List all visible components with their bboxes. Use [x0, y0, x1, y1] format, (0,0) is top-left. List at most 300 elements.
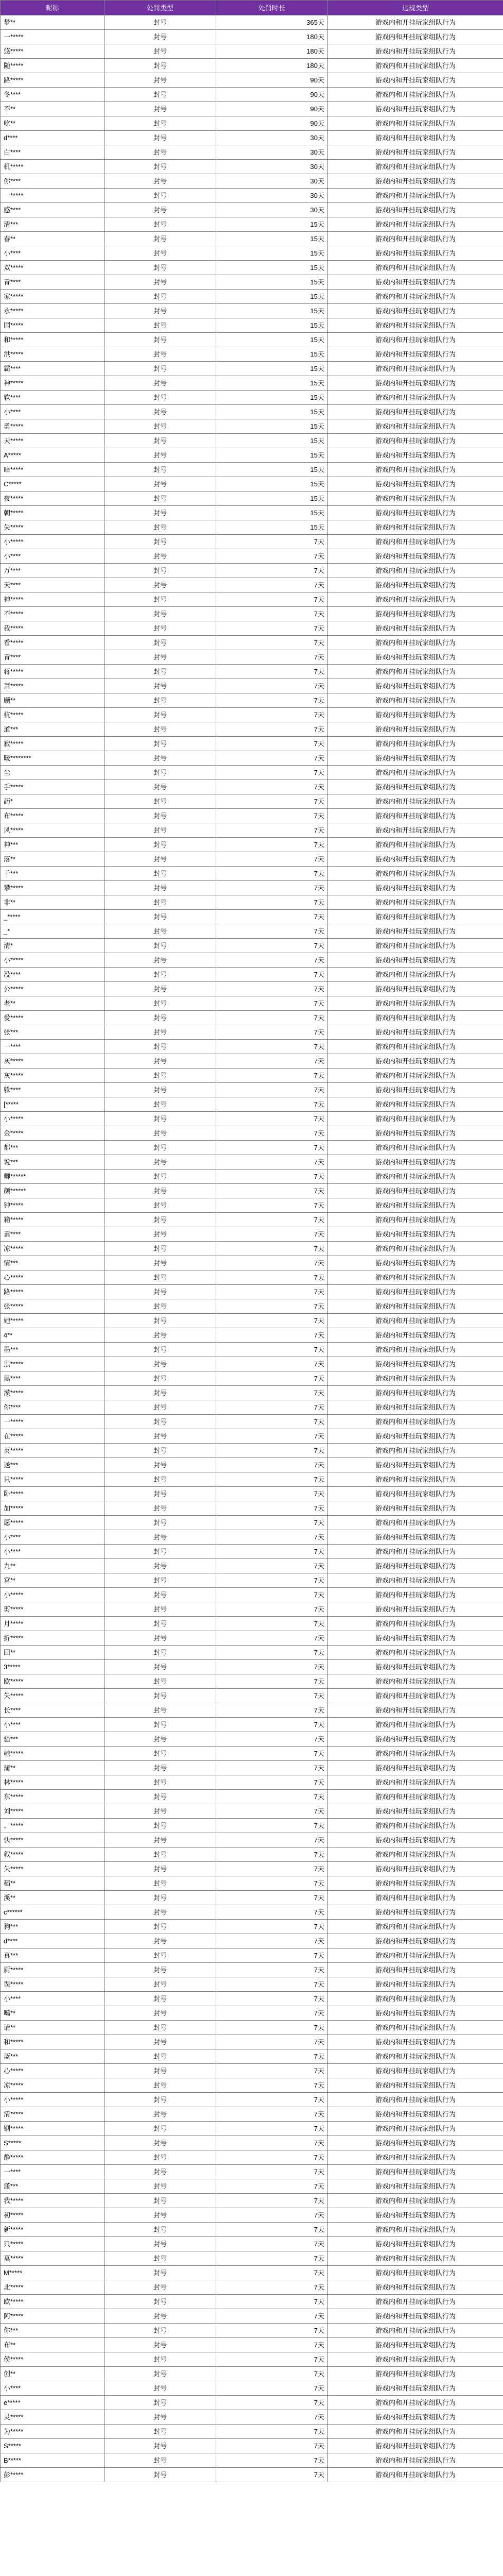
table-row	[1, 290, 503, 304]
nickname-cell: 彭*****	[1, 2468, 105, 2482]
violation-type-cell: 游戏内和开挂玩家组队行为	[328, 1530, 503, 1545]
penalty-type-cell: 封号	[105, 1588, 216, 1602]
violation-type-cell: 游戏内和开挂玩家组队行为	[328, 2035, 503, 2049]
violation-type-cell: 游戏内和开挂玩家组队行为	[328, 290, 503, 304]
penalty-type-cell: 封号	[105, 102, 216, 116]
table-row	[1, 434, 503, 448]
table-row	[1, 1992, 503, 2006]
table-row	[1, 1602, 503, 1617]
nickname-cell: 驰*****	[1, 1747, 105, 1761]
violation-type-cell: 游戏内和开挂玩家组队行为	[328, 506, 503, 520]
penalty-duration-cell: 7天	[216, 1083, 328, 1097]
table-row	[1, 217, 503, 232]
violation-type-cell: 游戏内和开挂玩家组队行为	[328, 650, 503, 665]
penalty-duration-cell: 7天	[216, 2122, 328, 2136]
nickname-cell: 暖********	[1, 751, 105, 766]
penalty-type-cell: 封号	[105, 2179, 216, 2194]
penalty-type-cell: 封号	[105, 1126, 216, 1141]
penalty-type-cell: 封号	[105, 2064, 216, 2078]
penalty-duration-cell: 7天	[216, 2237, 328, 2251]
nickname-cell: 你****	[1, 174, 105, 189]
penalty-type-cell: 封号	[105, 2324, 216, 2338]
table-row	[1, 1069, 503, 1083]
table-row	[1, 1761, 503, 1775]
nickname-cell: 凉*****	[1, 1242, 105, 1256]
header-nickname: 昵称	[1, 1, 105, 15]
table-row	[1, 737, 503, 751]
table-row	[1, 679, 503, 693]
penalty-type-cell: 封号	[105, 1083, 216, 1097]
table-row	[1, 2194, 503, 2208]
penalty-duration-cell: 7天	[216, 1343, 328, 1357]
violation-type-cell: 游戏内和开挂玩家组队行为	[328, 1198, 503, 1213]
violation-type-cell: 游戏内和开挂玩家组队行为	[328, 463, 503, 477]
nickname-cell: 折*****	[1, 1631, 105, 1646]
table-row	[1, 2280, 503, 2295]
table-row	[1, 996, 503, 1011]
penalty-duration-cell: 7天	[216, 823, 328, 838]
violation-type-cell: 游戏内和开挂玩家组队行为	[328, 1270, 503, 1285]
penalty-duration-cell: 7天	[216, 1487, 328, 1501]
nickname-cell: 万****	[1, 564, 105, 578]
table-row	[1, 2425, 503, 2439]
penalty-type-cell: 封号	[105, 693, 216, 708]
table-row	[1, 1530, 503, 1545]
penalty-duration-cell: 7天	[216, 1184, 328, 1198]
penalty-type-cell: 封号	[105, 1097, 216, 1112]
violation-type-cell: 游戏内和开挂玩家组队行为	[328, 2410, 503, 2425]
nickname-cell: 溪**	[1, 1891, 105, 1905]
penalty-duration-cell: 7天	[216, 1775, 328, 1790]
nickname-cell: 清*****	[1, 2107, 105, 2122]
nickname-cell: 灰*****	[1, 1054, 105, 1069]
table-row	[1, 347, 503, 362]
table-row	[1, 2064, 503, 2078]
penalty-duration-cell: 7天	[216, 2021, 328, 2035]
penalty-duration-cell: 7天	[216, 1054, 328, 1069]
penalty-duration-cell: 7天	[216, 1992, 328, 2006]
penalty-duration-cell: 7天	[216, 867, 328, 881]
penalty-duration-cell: 90天	[216, 88, 328, 102]
penalty-type-cell: 封号	[105, 362, 216, 376]
violation-type-cell: 游戏内和开挂玩家组队行为	[328, 1732, 503, 1747]
nickname-cell: 真***	[1, 1948, 105, 1963]
table-row	[1, 636, 503, 650]
penalty-type-cell: 封号	[105, 73, 216, 88]
nickname-cell: 小****	[1, 1718, 105, 1732]
nickname-cell: 攀*****	[1, 881, 105, 895]
penalty-duration-cell: 7天	[216, 1444, 328, 1458]
penalty-duration-cell: 7天	[216, 1069, 328, 1083]
table-row	[1, 463, 503, 477]
penalty-type-cell: 封号	[105, 1891, 216, 1905]
violation-type-cell: 游戏内和开挂玩家组队行为	[328, 1141, 503, 1155]
penalty-duration-cell: 15天	[216, 419, 328, 434]
table-row	[1, 1270, 503, 1285]
table-row	[1, 1141, 503, 1155]
violation-type-cell: 游戏内和开挂玩家组队行为	[328, 1011, 503, 1025]
nickname-cell: 阿*****	[1, 2309, 105, 2324]
penalty-duration-cell: 7天	[216, 1458, 328, 1472]
penalty-type-cell: 封号	[105, 2468, 216, 2482]
table-row	[1, 1819, 503, 1833]
table-row	[1, 2093, 503, 2107]
violation-type-cell: 游戏内和开挂玩家组队行为	[328, 318, 503, 333]
table-row	[1, 2324, 503, 2338]
nickname-cell: d****	[1, 131, 105, 145]
table-row	[1, 174, 503, 189]
table-row	[1, 1559, 503, 1573]
penalty-duration-cell: 7天	[216, 2396, 328, 2410]
penalty-type-cell: 封号	[105, 434, 216, 448]
nickname-cell: 布*****	[1, 809, 105, 823]
table-row	[1, 1891, 503, 1905]
violation-type-cell: 游戏内和开挂玩家组队行为	[328, 1761, 503, 1775]
penalty-type-cell: 封号	[105, 881, 216, 895]
violation-type-cell: 游戏内和开挂玩家组队行为	[328, 1429, 503, 1444]
penalty-type-cell: 封号	[105, 1920, 216, 1934]
nickname-cell: 黑****	[1, 1371, 105, 1386]
table-row	[1, 1876, 503, 1891]
table-row	[1, 1545, 503, 1559]
violation-type-cell: 游戏内和开挂玩家组队行为	[328, 1559, 503, 1573]
penalty-type-cell: 封号	[105, 2150, 216, 2165]
penalty-duration-cell: 7天	[216, 1270, 328, 1285]
penalty-duration-cell: 7天	[216, 1631, 328, 1646]
table-row	[1, 2006, 503, 2021]
violation-type-cell: 游戏内和开挂玩家组队行为	[328, 1516, 503, 1530]
penalty-duration-cell: 365天	[216, 15, 328, 30]
penalty-type-cell: 封号	[105, 1516, 216, 1530]
penalty-duration-cell: 7天	[216, 2251, 328, 2266]
table-row	[1, 751, 503, 766]
nickname-cell: 噶**	[1, 2006, 105, 2021]
nickname-cell: 失*****	[1, 1689, 105, 1703]
penalty-type-cell: 封号	[105, 636, 216, 650]
penalty-type-cell: 封号	[105, 261, 216, 275]
table-row	[1, 1083, 503, 1097]
violation-type-cell: 游戏内和开挂玩家组队行为	[328, 592, 503, 607]
nickname-cell: 心*****	[1, 1270, 105, 1285]
table-row	[1, 780, 503, 794]
penalty-duration-cell: 7天	[216, 2093, 328, 2107]
table-row	[1, 2396, 503, 2410]
penalty-duration-cell: 7天	[216, 1703, 328, 1718]
penalty-type-cell: 封号	[105, 1876, 216, 1891]
nickname-cell: 稻**	[1, 1876, 105, 1891]
penalty-duration-cell: 7天	[216, 549, 328, 564]
violation-type-cell: 游戏内和开挂玩家组队行为	[328, 1674, 503, 1689]
violation-type-cell: 游戏内和开挂玩家组队行为	[328, 953, 503, 968]
table-row	[1, 419, 503, 434]
table-row	[1, 1285, 503, 1299]
penalty-duration-cell: 7天	[216, 2165, 328, 2179]
table-row	[1, 506, 503, 520]
table-row	[1, 1660, 503, 1674]
table-row	[1, 102, 503, 116]
table-row	[1, 650, 503, 665]
penalty-duration-cell: 7天	[216, 1256, 328, 1270]
penalty-type-cell: 封号	[105, 1674, 216, 1689]
nickname-cell: 落**	[1, 852, 105, 867]
penalty-type-cell: 封号	[105, 217, 216, 232]
nickname-cell: 神*****	[1, 376, 105, 391]
table-row	[1, 1040, 503, 1054]
violation-type-cell: 游戏内和开挂玩家组队行为	[328, 1876, 503, 1891]
penalty-type-cell: 封号	[105, 1732, 216, 1747]
table-row	[1, 2367, 503, 2381]
violation-type-cell: 游戏内和开挂玩家组队行为	[328, 73, 503, 88]
header-penalty-type: 处罚类型	[105, 1, 216, 15]
nickname-cell: 狗***	[1, 1920, 105, 1934]
violation-type-cell: 游戏内和开挂玩家组队行为	[328, 2064, 503, 2078]
penalty-duration-cell: 7天	[216, 2179, 328, 2194]
penalty-type-cell: 封号	[105, 520, 216, 535]
nickname-cell: 金*****	[1, 1126, 105, 1141]
penalty-duration-cell: 7天	[216, 1876, 328, 1891]
table-row	[1, 578, 503, 592]
violation-type-cell: 游戏内和开挂玩家组队行为	[328, 275, 503, 290]
penalty-type-cell: 封号	[105, 1646, 216, 1660]
penalty-duration-cell: 7天	[216, 2136, 328, 2150]
violation-type-cell: 游戏内和开挂玩家组队行为	[328, 1025, 503, 1040]
penalty-duration-cell: 15天	[216, 405, 328, 419]
table-row	[1, 2453, 503, 2468]
penalty-duration-cell: 7天	[216, 1848, 328, 1862]
nickname-cell: 公*****	[1, 982, 105, 996]
penalty-type-cell: 封号	[105, 1198, 216, 1213]
penalty-duration-cell: 7天	[216, 607, 328, 621]
violation-type-cell: 游戏内和开挂玩家组队行为	[328, 1472, 503, 1487]
penalty-type-cell: 封号	[105, 1747, 216, 1761]
nickname-cell: 欧*****	[1, 1674, 105, 1689]
violation-type-cell: 游戏内和开挂玩家组队行为	[328, 1155, 503, 1170]
penalty-type-cell: 封号	[105, 318, 216, 333]
penalty-type-cell: 封号	[105, 665, 216, 679]
nickname-cell: 一*****	[1, 1415, 105, 1429]
penalty-duration-cell: 7天	[216, 592, 328, 607]
penalty-duration-cell: 7天	[216, 1804, 328, 1819]
penalty-duration-cell: 7天	[216, 1400, 328, 1415]
violation-type-cell: 游戏内和开挂玩家组队行为	[328, 116, 503, 131]
violation-type-cell: 游戏内和开挂玩家组队行为	[328, 1170, 503, 1184]
violation-type-cell: 游戏内和开挂玩家组队行为	[328, 203, 503, 217]
violation-type-cell: 游戏内和开挂玩家组队行为	[328, 217, 503, 232]
table-row	[1, 1674, 503, 1689]
penalty-duration-cell: 7天	[216, 2064, 328, 2078]
penalty-type-cell: 封号	[105, 1011, 216, 1025]
penalty-type-cell: 封号	[105, 1833, 216, 1848]
table-row	[1, 1848, 503, 1862]
nickname-cell: 勇*****	[1, 419, 105, 434]
penalty-duration-cell: 7天	[216, 2439, 328, 2453]
table-row	[1, 838, 503, 852]
penalty-duration-cell: 7天	[216, 1963, 328, 1977]
penalty-duration-cell: 15天	[216, 492, 328, 506]
nickname-cell: 朝*****	[1, 506, 105, 520]
nickname-cell: 厨*****	[1, 1963, 105, 1977]
violation-type-cell: 游戏内和开挂玩家组队行为	[328, 2338, 503, 2352]
penalty-duration-cell: 7天	[216, 1617, 328, 1631]
nickname-cell: 小*****	[1, 2093, 105, 2107]
penalty-type-cell: 封号	[105, 1775, 216, 1790]
table-row	[1, 1747, 503, 1761]
nickname-cell: 失*****	[1, 1862, 105, 1876]
violation-type-cell: 游戏内和开挂玩家组队行为	[328, 304, 503, 318]
nickname-cell: _*****	[1, 910, 105, 924]
penalty-duration-cell: 180天	[216, 44, 328, 59]
violation-type-cell: 游戏内和开挂玩家组队行为	[328, 1040, 503, 1054]
penalty-type-cell: 封号	[105, 564, 216, 578]
penalty-duration-cell: 15天	[216, 232, 328, 246]
penalty-duration-cell: 7天	[216, 809, 328, 823]
nickname-cell: 钢*****	[1, 2122, 105, 2136]
nickname-cell: 快*****	[1, 1833, 105, 1848]
penalty-duration-cell: 7天	[216, 1472, 328, 1487]
penalty-type-cell: 封号	[105, 290, 216, 304]
penalty-type-cell: 封号	[105, 2136, 216, 2150]
violation-type-cell: 游戏内和开挂玩家组队行为	[328, 2223, 503, 2237]
nickname-cell: [*****	[1, 1097, 105, 1112]
violation-type-cell: 游戏内和开挂玩家组队行为	[328, 1992, 503, 2006]
table-row	[1, 376, 503, 391]
penalty-duration-cell: 7天	[216, 1314, 328, 1328]
penalty-duration-cell: 7天	[216, 1934, 328, 1948]
nickname-cell: 小*****	[1, 535, 105, 549]
nickname-cell: 夜*****	[1, 492, 105, 506]
nickname-cell: 新*****	[1, 2223, 105, 2237]
violation-type-cell: 游戏内和开挂玩家组队行为	[328, 1097, 503, 1112]
penalty-type-cell: 封号	[105, 895, 216, 910]
table-row	[1, 1371, 503, 1386]
penalty-type-cell: 封号	[105, 708, 216, 722]
nickname-cell: 漠*****	[1, 1386, 105, 1400]
table-row	[1, 867, 503, 881]
penalty-type-cell: 封号	[105, 1819, 216, 1833]
penalty-type-cell: 封号	[105, 347, 216, 362]
penalty-duration-cell: 7天	[216, 1213, 328, 1227]
violation-type-cell: 游戏内和开挂玩家组队行为	[328, 1819, 503, 1833]
table-row	[1, 1314, 503, 1328]
penalty-type-cell: 封号	[105, 549, 216, 564]
penalty-type-cell: 封号	[105, 2367, 216, 2381]
header-violation-type: 违规类型	[328, 1, 503, 15]
violation-type-cell: 游戏内和开挂玩家组队行为	[328, 2453, 503, 2468]
table-row	[1, 145, 503, 160]
nickname-cell: C*****	[1, 477, 105, 492]
table-row	[1, 1112, 503, 1126]
table-row	[1, 1472, 503, 1487]
violation-type-cell: 游戏内和开挂玩家组队行为	[328, 88, 503, 102]
violation-type-cell: 游戏内和开挂玩家组队行为	[328, 766, 503, 780]
violation-type-cell: 游戏内和开挂玩家组队行为	[328, 809, 503, 823]
penalty-type-cell: 封号	[105, 924, 216, 939]
table-row	[1, 88, 503, 102]
violation-type-cell: 游戏内和开挂玩家组队行为	[328, 1920, 503, 1934]
table-row	[1, 1415, 503, 1429]
violation-type-cell: 游戏内和开挂玩家组队行为	[328, 1718, 503, 1732]
violation-type-cell: 游戏内和开挂玩家组队行为	[328, 636, 503, 650]
table-row	[1, 1905, 503, 1920]
violation-type-cell: 游戏内和开挂玩家组队行为	[328, 1775, 503, 1790]
nickname-cell: 一****	[1, 1040, 105, 1054]
penalty-duration-cell: 15天	[216, 448, 328, 463]
penalty-type-cell: 封号	[105, 131, 216, 145]
violation-type-cell: 游戏内和开挂玩家组队行为	[328, 1747, 503, 1761]
nickname-cell: 青****	[1, 275, 105, 290]
penalty-type-cell: 封号	[105, 1314, 216, 1328]
violation-type-cell: 游戏内和开挂玩家组队行为	[328, 1299, 503, 1314]
violation-type-cell: 游戏内和开挂玩家组队行为	[328, 30, 503, 44]
penalty-duration-cell: 30天	[216, 160, 328, 174]
table-row	[1, 2049, 503, 2064]
penalty-type-cell: 封号	[105, 2223, 216, 2237]
penalty-duration-cell: 7天	[216, 1790, 328, 1804]
penalty-type-cell: 封号	[105, 304, 216, 318]
nickname-cell: 蓝***	[1, 2049, 105, 2064]
penalty-type-cell: 封号	[105, 1487, 216, 1501]
penalty-type-cell: 封号	[105, 2021, 216, 2035]
nickname-cell: 凉*****	[1, 2078, 105, 2093]
penalty-type-cell: 封号	[105, 492, 216, 506]
nickname-cell: 小****	[1, 2381, 105, 2396]
table-row	[1, 477, 503, 492]
penalty-duration-cell: 7天	[216, 2352, 328, 2367]
violation-type-cell: 游戏内和开挂玩家组队行为	[328, 2208, 503, 2223]
penalty-duration-cell: 7天	[216, 2107, 328, 2122]
penalty-type-cell: 封号	[105, 722, 216, 737]
penalty-duration-cell: 7天	[216, 766, 328, 780]
penalty-duration-cell: 7天	[216, 1674, 328, 1689]
violation-type-cell: 游戏内和开挂玩家组队行为	[328, 1227, 503, 1242]
penalty-type-cell: 封号	[105, 2396, 216, 2410]
nickname-cell: 白****	[1, 145, 105, 160]
table-row	[1, 30, 503, 44]
penalty-type-cell: 封号	[105, 2410, 216, 2425]
penalty-type-cell: 封号	[105, 1415, 216, 1429]
table-row	[1, 2295, 503, 2309]
table-row	[1, 520, 503, 535]
penalty-type-cell: 封号	[105, 2352, 216, 2367]
nickname-cell: 一*****	[1, 189, 105, 203]
table-row	[1, 1025, 503, 1040]
nickname-cell: 神***	[1, 838, 105, 852]
table-row	[1, 73, 503, 88]
violation-type-cell: 游戏内和开挂玩家组队行为	[328, 2266, 503, 2280]
nickname-cell: 霸****	[1, 362, 105, 376]
penalty-type-cell: 封号	[105, 145, 216, 160]
table-row	[1, 2266, 503, 2280]
nickname-cell: 和*****	[1, 2035, 105, 2049]
nickname-cell: 小****	[1, 405, 105, 419]
penalty-duration-cell: 7天	[216, 578, 328, 592]
table-row	[1, 1775, 503, 1790]
nickname-cell: 永*****	[1, 304, 105, 318]
violation-type-cell: 游戏内和开挂玩家组队行为	[328, 1328, 503, 1343]
table-row	[1, 2208, 503, 2223]
nickname-cell: 长****	[1, 1703, 105, 1718]
penalty-duration-cell: 7天	[216, 564, 328, 578]
penalty-type-cell: 封号	[105, 2107, 216, 2122]
table-row	[1, 2309, 503, 2324]
penalty-duration-cell: 180天	[216, 30, 328, 44]
penalty-type-cell: 封号	[105, 1155, 216, 1170]
table-row	[1, 2165, 503, 2179]
penalty-duration-cell: 7天	[216, 895, 328, 910]
penalty-duration-cell: 7天	[216, 2078, 328, 2093]
nickname-cell: 愿*****	[1, 1516, 105, 1530]
penalty-type-cell: 封号	[105, 2295, 216, 2309]
